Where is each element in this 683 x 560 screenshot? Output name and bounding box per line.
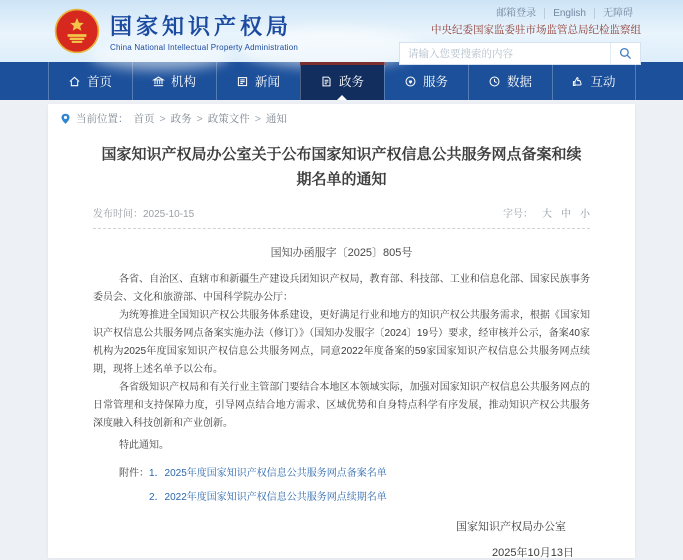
breadcrumb-home[interactable]: 首页 bbox=[133, 113, 155, 125]
paragraph-announcement: 为统筹推进全国知识产权公共服务体系建设，更好满足行业和地方的知识产权公共服务需求，根据《国家知识产权信息公共服务网点备案实施办法（修订）》（国知办发服字〔2024〕19号）要求，经审核并公示，备案40家机构为2025年度国家知识产权信息公共服务网点，同意2022年度备案的59家国家知识产权信息公共服务网点续期，现将上述名单予以公布。 bbox=[93, 309, 590, 375]
english-link[interactable]: English bbox=[544, 8, 594, 19]
paragraph-closing: 特此通知。 bbox=[119, 439, 169, 451]
location-pin-icon bbox=[60, 113, 71, 125]
fontsize-medium[interactable]: 中 bbox=[561, 208, 571, 220]
breadcrumb-label: 当前位置： bbox=[76, 113, 129, 125]
attachments-label: 附件： bbox=[119, 467, 149, 479]
article-title: 国家知识产权局办公室关于公布国家知识产权信息公共服务网点备案和续期名单的通知 bbox=[101, 146, 582, 188]
paragraph-guidance: 各省级知识产权局和有关行业主管部门要结合本地区本领域实际，加强对国家知识产权信息公共服务网点的日常管理和支持保障力度，引导网点结合地方需求、区域优势和自身特点科学有序发展，推动知识产权公共服务深度融入科技创新和产业创新。 bbox=[93, 381, 590, 429]
doc-number: 国知办函服字〔2025〕805号 bbox=[270, 246, 413, 259]
institution-icon bbox=[152, 75, 165, 88]
home-icon bbox=[68, 75, 81, 88]
publish-date: 2025-10-15 bbox=[143, 208, 195, 220]
nav-item-government[interactable] bbox=[300, 62, 384, 100]
nav-label: 互动 bbox=[590, 75, 616, 89]
nav-item-institution[interactable] bbox=[132, 62, 216, 100]
nav-label: 服务 bbox=[422, 75, 448, 89]
breadcrumb-separator: > bbox=[159, 112, 166, 125]
search-icon bbox=[619, 47, 632, 60]
nav-label: 数据 bbox=[506, 75, 532, 89]
breadcrumb-notice[interactable]: 通知 bbox=[265, 113, 287, 125]
publish-label: 发布时间： bbox=[93, 208, 143, 220]
news-icon bbox=[236, 75, 249, 88]
breadcrumb-government[interactable]: 政务 bbox=[170, 113, 192, 125]
national-emblem-icon bbox=[54, 8, 100, 54]
nav-label: 新闻 bbox=[254, 75, 280, 89]
breadcrumb-separator: > bbox=[196, 112, 203, 125]
search-input[interactable] bbox=[400, 48, 610, 60]
main-nav bbox=[0, 62, 683, 100]
fontsize-control bbox=[503, 205, 590, 220]
nav-item-service[interactable] bbox=[384, 62, 468, 100]
government-icon bbox=[320, 75, 333, 88]
nav-label: 政务 bbox=[338, 75, 364, 89]
attachment-link-1[interactable]: 1．2025年度国家知识产权信息公共服务网点备案名单 bbox=[149, 467, 387, 479]
nav-item-news[interactable] bbox=[216, 62, 300, 100]
nav-label: 机构 bbox=[170, 75, 196, 89]
paragraph-salutation: 各省、自治区、直辖市和新疆生产建设兵团知识产权局，教育部、科技部、工业和信息化部、国家民族事务委员会、文化和旅游部、中国科学院办公厅： bbox=[93, 273, 590, 303]
header-utility bbox=[399, 4, 641, 65]
nav-item-interaction[interactable] bbox=[552, 62, 636, 100]
data-icon bbox=[488, 75, 501, 88]
breadcrumb-separator: > bbox=[254, 112, 261, 125]
service-icon bbox=[404, 75, 417, 88]
nav-item-data[interactable] bbox=[468, 62, 552, 100]
accessibility-link[interactable]: 无障碍 bbox=[594, 8, 641, 19]
article bbox=[48, 131, 635, 560]
article-meta bbox=[93, 205, 590, 229]
issue-date: 2025年10月13日 bbox=[492, 546, 574, 559]
site-header bbox=[0, 0, 683, 62]
site-name: 国家知识产权局 bbox=[110, 14, 293, 39]
nav-item-home[interactable] bbox=[48, 62, 132, 100]
interaction-icon bbox=[571, 75, 584, 88]
search-button[interactable] bbox=[610, 43, 640, 64]
attachment-link-2[interactable]: 2．2022年度国家知识产权信息公共服务网点续期名单 bbox=[149, 491, 387, 503]
fontsize-large[interactable]: 大 bbox=[542, 208, 552, 220]
attachments bbox=[93, 464, 590, 503]
mail-login-link[interactable]: 邮箱登录 bbox=[496, 8, 537, 19]
nav-label: 首页 bbox=[86, 75, 112, 89]
fontsize-small[interactable]: 小 bbox=[580, 208, 590, 220]
site-name-en: China National Intellectual Property Administration bbox=[110, 43, 299, 52]
top-links bbox=[399, 4, 641, 19]
article-body bbox=[93, 271, 590, 455]
content-panel bbox=[48, 104, 635, 558]
site-logo[interactable] bbox=[54, 8, 298, 54]
breadcrumb bbox=[48, 104, 635, 131]
supervision-link[interactable]: 中央纪委国家监委驻市场监管总局纪检监察组 bbox=[431, 24, 641, 36]
issuer-signature: 国家知识产权局办公室 bbox=[456, 520, 566, 533]
publish-time bbox=[93, 205, 194, 220]
fontsize-label: 字号： bbox=[503, 208, 533, 220]
breadcrumb-policy-docs[interactable]: 政策文件 bbox=[207, 113, 250, 125]
